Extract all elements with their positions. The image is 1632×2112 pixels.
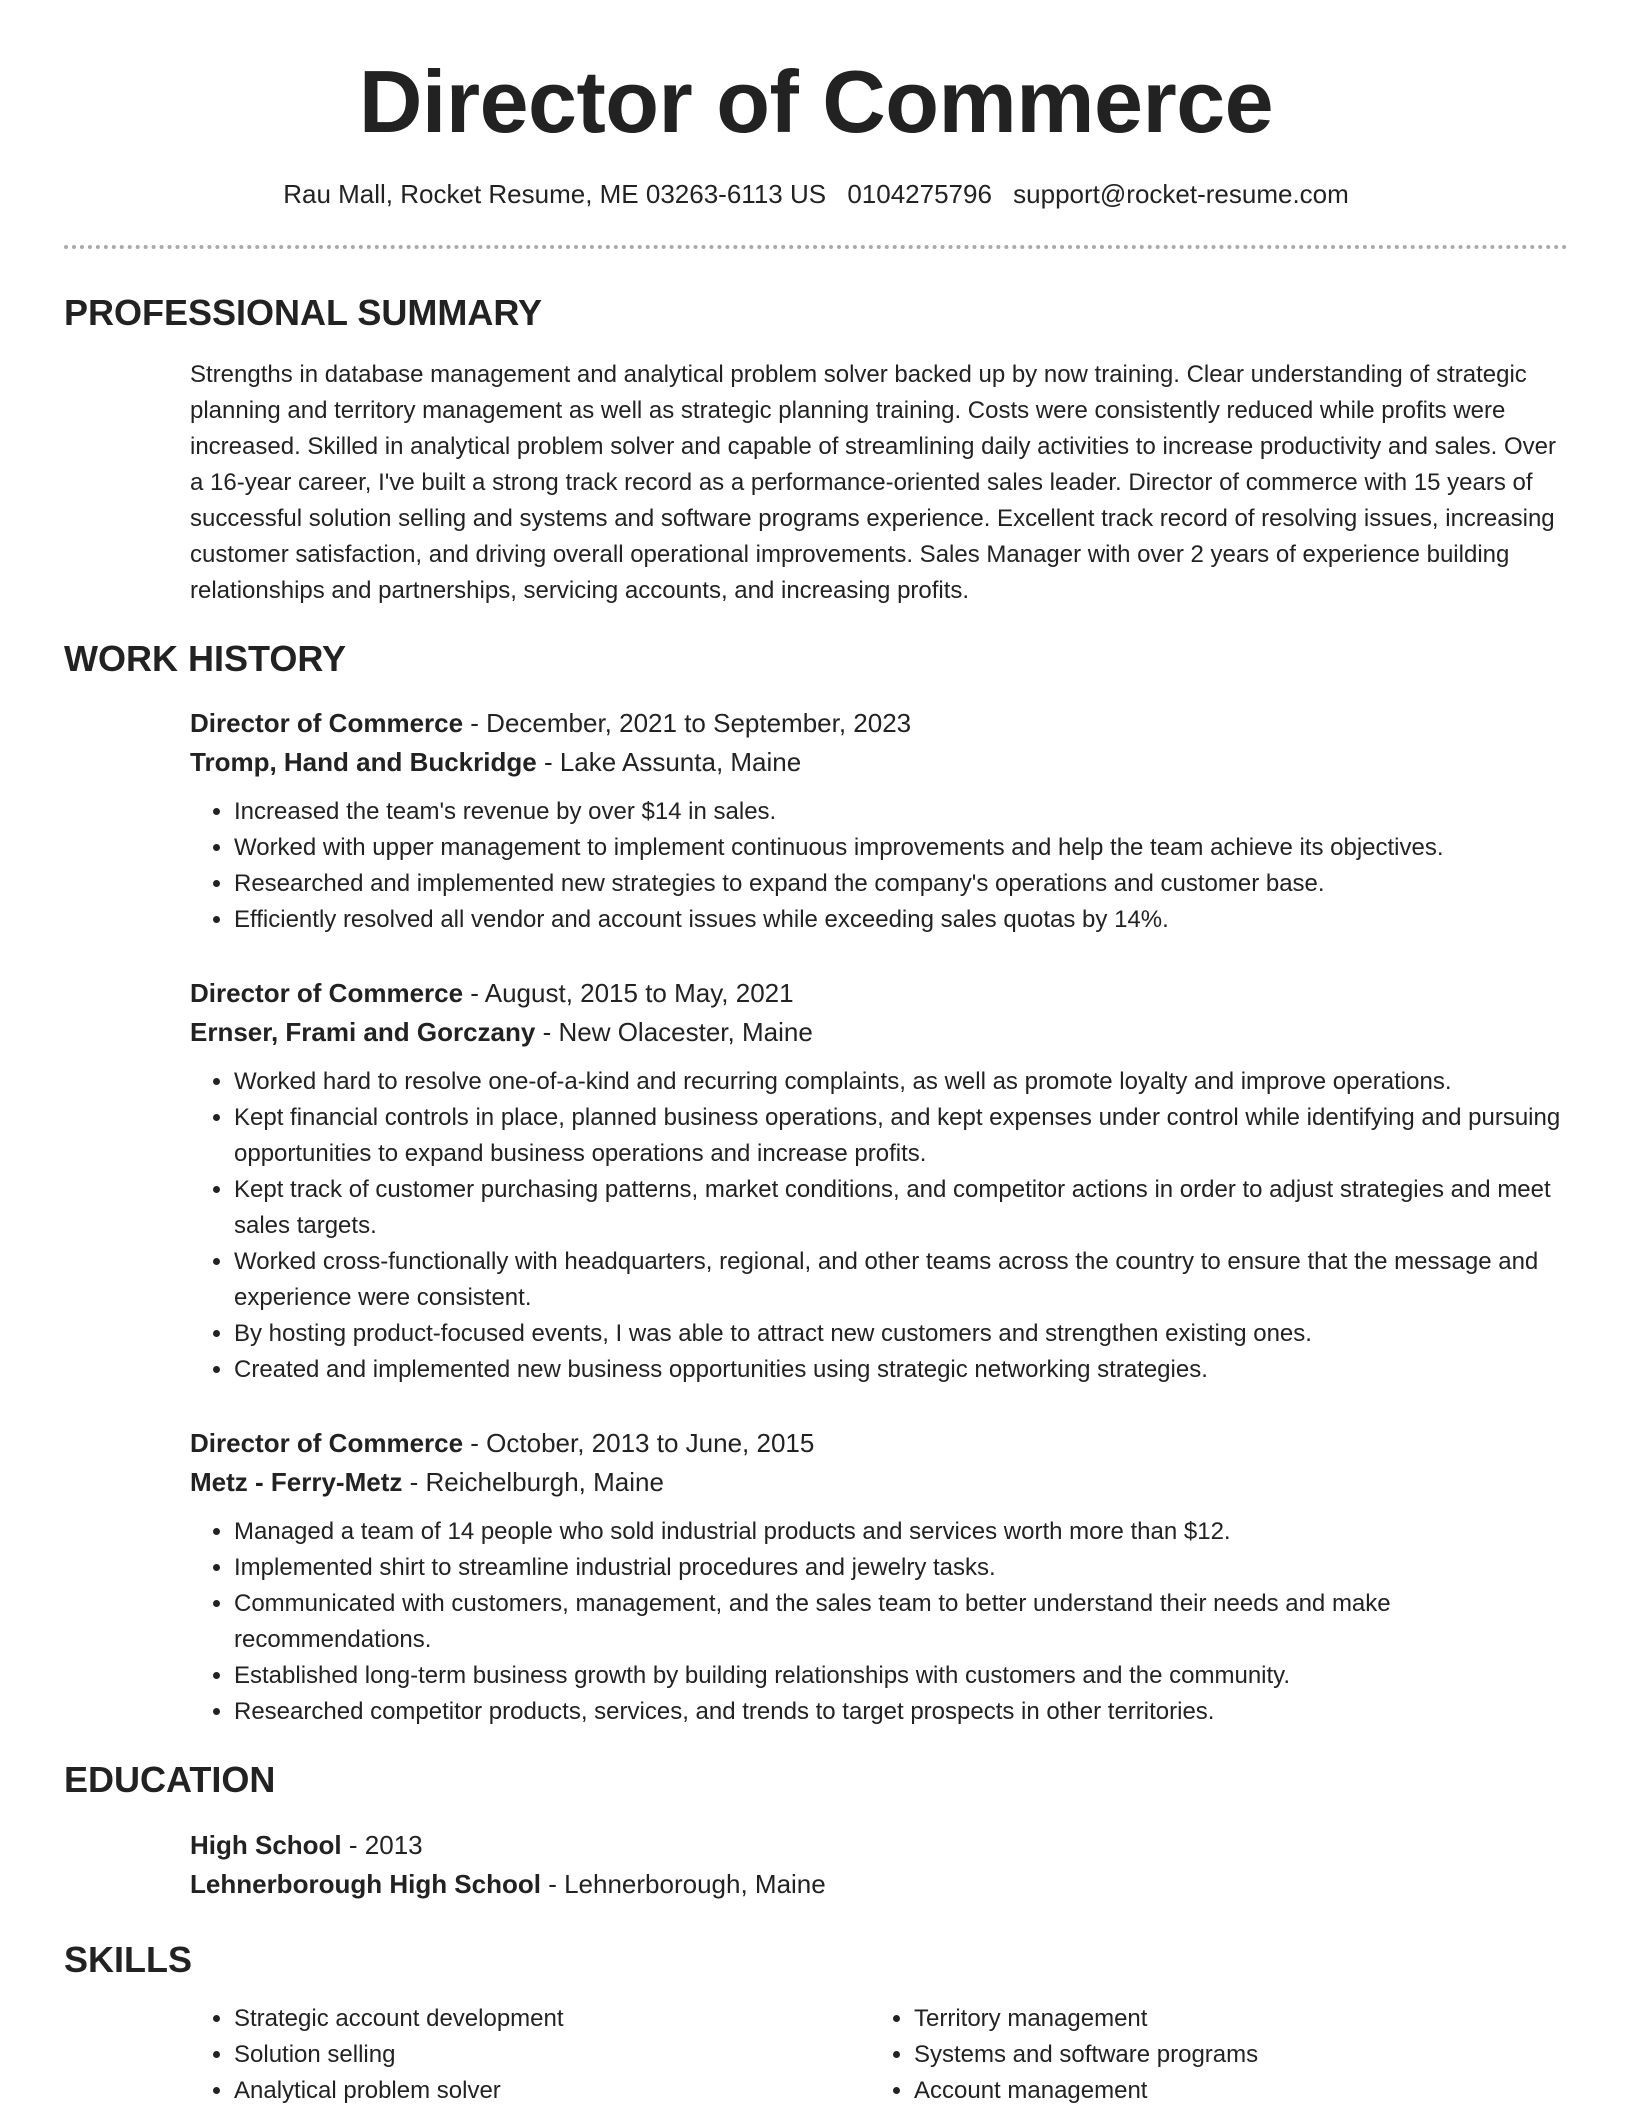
- summary-heading: PROFESSIONAL SUMMARY: [64, 291, 543, 333]
- job-bullet: • Researched competitor products, services, and trends to target prospects in other territories.: [234, 1694, 1568, 1730]
- job-entry: [190, 1424, 1568, 1730]
- education-school: Lehnerborough High School: [190, 1868, 541, 1899]
- job-dates: - October, 2013 to June, 2015: [463, 1428, 815, 1459]
- job-bullet: • Worked cross-functionally with headquarters, regional, and other teams across the country to ensure that the message and experience were consistent.: [234, 1244, 1568, 1316]
- skill-item: • Analytical problem solver: [234, 2073, 870, 2109]
- job-company: Tromp, Hand and Buckridge: [190, 747, 537, 778]
- contact-line: [64, 179, 1568, 210]
- job-company: Ernser, Frami and Gorczany: [190, 1017, 536, 1048]
- job-bullets: [190, 1514, 1568, 1730]
- skill-item: • Solution selling: [234, 2037, 870, 2073]
- job-role: Director of Commerce: [190, 1428, 464, 1459]
- job-bullet: • Researched and implemented new strategies to expand the company's operations and customer base.: [234, 866, 1568, 902]
- education-section: [64, 1760, 1568, 1904]
- job-company-line: [190, 1463, 1568, 1502]
- job-bullet: • Worked with upper management to implement continuous improvements and help the team achieve its objectives.: [234, 830, 1568, 866]
- education-heading: EDUCATION: [64, 1759, 276, 1801]
- skills-columns: [190, 2001, 1568, 2109]
- job-location: - New Olacester, Maine: [535, 1017, 813, 1048]
- summary-section: [64, 293, 1568, 609]
- job-bullet: • Communicated with customers, management, and the sales team to better understand their needs and make recommendations.: [234, 1586, 1568, 1658]
- job-location: - Lake Assunta, Maine: [536, 747, 802, 778]
- job-dates: - December, 2021 to September, 2023: [463, 708, 912, 739]
- education-school-line: [190, 1865, 1568, 1904]
- education-year: - 2013: [341, 1829, 423, 1860]
- job-company-line: [190, 743, 1568, 782]
- job-bullet: • By hosting product-focused events, I was able to attract new customers and strengthen existing ones.: [234, 1316, 1568, 1352]
- summary-text: Strengths in database management and analytical problem solver backed up by now training. Clear understanding of strategic planning and territory management as well as strategic planning training. Costs were consistently reduced while profits were increased. Skilled in analytical problem solver and capable of streamlining daily activities to increase productivity and sales. Over a 16-year career, I've built a strong track record as a performance-oriented sales leader. Director of commerce with 15 years of successful solution selling and systems and software programs experience. Excellent track record of resolving issues, increasing customer satisfaction, and driving overall operational improvements. Sales Manager with over 2 years of experience building relationships and partnerships, servicing accounts, and increasing profits.: [190, 360, 1557, 604]
- skills-section: [64, 1940, 1568, 2110]
- skill-item: • Strategic account development: [234, 2001, 870, 2037]
- education-location: - Lehnerborough, Maine: [540, 1868, 826, 1899]
- job-dates: - August, 2015 to May, 2021: [463, 978, 794, 1009]
- job-bullets: [190, 794, 1568, 938]
- job-bullet: • Increased the team's revenue by over $14 in sales.: [234, 794, 1568, 830]
- resume-title: Director of Commerce: [358, 52, 1274, 151]
- job-entry: [190, 974, 1568, 1388]
- skills-heading: SKILLS: [64, 1938, 193, 1980]
- job-bullets: [190, 1064, 1568, 1388]
- skill-item: • Territory management: [914, 2001, 1550, 2037]
- skills-right-column: [870, 2001, 1550, 2109]
- job-company-line: [190, 1013, 1568, 1052]
- work-history-section: [64, 639, 1568, 1731]
- skills-left-column: [190, 2001, 870, 2109]
- job-location: - Reichelburgh, Maine: [402, 1467, 664, 1498]
- contact-address: Rau Mall, Rocket Resume, ME 03263-6113 US: [283, 178, 827, 209]
- job-bullet: • Implemented shirt to streamline industrial procedures and jewelry tasks.: [234, 1550, 1568, 1586]
- job-bullet: • Kept track of customer purchasing patterns, market conditions, and competitor actions in order to adjust strategies and meet sales targets.: [234, 1172, 1568, 1244]
- job-role-line: [190, 1424, 1568, 1463]
- job-company: Metz - Ferry-Metz: [190, 1467, 403, 1498]
- resume-header: [64, 0, 1568, 210]
- job-bullet: • Kept financial controls in place, planned business operations, and kept expenses under control while identifying and pursuing opportunities to expand business operations and increase profits.: [234, 1100, 1568, 1172]
- skill-item: • Systems and software programs: [914, 2037, 1550, 2073]
- education-entry: [190, 1826, 1568, 1904]
- job-role-line: [190, 704, 1568, 743]
- job-entry: [190, 704, 1568, 938]
- job-role-line: [190, 974, 1568, 1013]
- work-history-heading: WORK HISTORY: [64, 637, 347, 679]
- job-bullet: • Worked hard to resolve one-of-a-kind and recurring complaints, as well as promote loyalty and improve operations.: [234, 1064, 1568, 1100]
- job-bullet: • Managed a team of 14 people who sold industrial products and services worth more than $12.: [234, 1514, 1568, 1550]
- job-bullet: • Efficiently resolved all vendor and account issues while exceeding sales quotas by 14%.: [234, 902, 1568, 938]
- job-bullet: • Established long-term business growth by building relationships with customers and the community.: [234, 1658, 1568, 1694]
- contact-email: support@rocket-resume.com: [1013, 178, 1349, 209]
- education-degree-line: [190, 1826, 1568, 1865]
- education-degree: High School: [190, 1829, 342, 1860]
- skill-item: • Account management: [914, 2073, 1550, 2109]
- job-role: Director of Commerce: [190, 708, 464, 739]
- job-role: Director of Commerce: [190, 978, 464, 1009]
- job-bullet: • Created and implemented new business opportunities using strategic networking strategies.: [234, 1352, 1568, 1388]
- header-divider: [64, 245, 1568, 249]
- contact-phone: 0104275796: [847, 178, 992, 209]
